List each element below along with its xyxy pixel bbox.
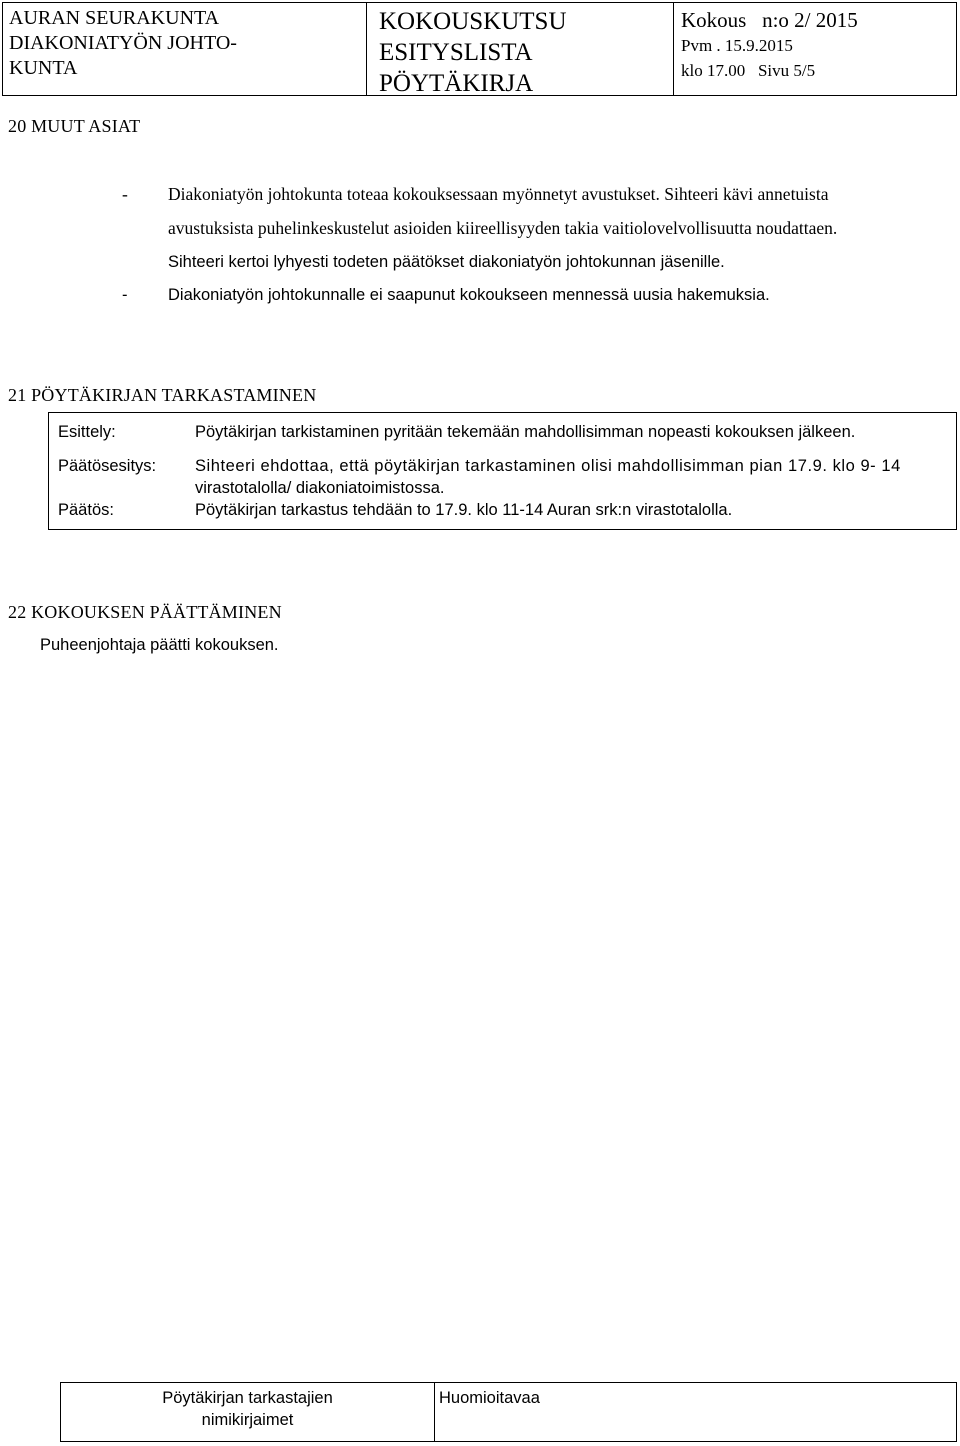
document-header — [2, 2, 957, 96]
decision-table — [48, 412, 957, 530]
document-type-cell — [367, 3, 674, 95]
section-20-bullet-2: Diakoniatyön johtokunnalle ei saapunut kokoukseen mennessä uusia hakemuksia. — [168, 286, 770, 304]
row-value-paatosesitys-line-2: virastotalolla/ diakoniatoimistossa. — [195, 479, 445, 497]
meeting-info-cell — [674, 3, 956, 95]
meeting-number: Kokous n:o 2/ 2015 — [681, 8, 858, 32]
signature-footer — [60, 1382, 957, 1442]
organization-line-3: KUNTA — [9, 57, 78, 79]
bullet-dash-1: - — [122, 184, 128, 204]
document-type-kokouskutsu: KOKOUSKUTSU — [379, 8, 567, 35]
footer-initials-line-1: Pöytäkirjan tarkastajien — [162, 1389, 333, 1407]
footer-notes-label: Huomioitavaa — [439, 1389, 540, 1407]
meeting-date: Pvm . 15.9.2015 — [681, 36, 793, 55]
section-20-paragraph-line-2: avustuksista puhelinkeskustelut asioiden kiireellisyyden takia vaitiolovelvollisuutta noudattaen. — [168, 218, 838, 238]
footer-initials-cell — [61, 1383, 435, 1441]
row-label-esittely: Esittely: — [58, 423, 116, 441]
document-type-esityslista: ESITYSLISTA — [379, 39, 533, 66]
row-value-paatosesitys: Sihteeri ehdottaa, että pöytäkirjan tarkastaminen olisi mahdollisimman pian 17.9. klo 9- 14 — [195, 457, 901, 475]
section-22-text: Puheenjohtaja päätti kokouksen. — [40, 636, 279, 654]
organization-line-1: AURAN SEURAKUNTA — [9, 7, 220, 29]
row-value-paatos: Pöytäkirjan tarkastus tehdään to 17.9. klo 11-14 Auran srk:n virastotalolla. — [195, 501, 733, 519]
section-21-title: 21 PÖYTÄKIRJAN TARKASTAMINEN — [8, 385, 317, 405]
section-20-paragraph-line-3: Sihteeri kertoi lyhyesti todeten päätökset diakoniatyön johtokunnan jäsenille. — [168, 253, 725, 271]
meeting-time-page: klo 17.00 Sivu 5/5 — [681, 61, 816, 80]
section-22-title: 22 KOKOUKSEN PÄÄTTÄMINEN — [8, 602, 282, 622]
organization-cell — [3, 3, 367, 95]
section-20-title: 20 MUUT ASIAT — [8, 116, 141, 136]
footer-initials-line-2: nimikirjaimet — [201, 1411, 294, 1429]
row-label-paatos: Päätös: — [58, 501, 114, 519]
row-label-paatosesitys: Päätösesitys: — [58, 457, 157, 475]
footer-notes-cell — [435, 1383, 958, 1441]
document-type-poytakirja: PÖYTÄKIRJA — [379, 70, 534, 97]
section-20-paragraph-line-1: Diakoniatyön johtokunta toteaa kokouksessaan myönnetyt avustukset. Sihteeri kävi annetuista — [168, 184, 829, 204]
bullet-dash-2: - — [122, 286, 128, 304]
organization-line-2: DIAKONIATYÖN JOHTO- — [9, 32, 237, 54]
row-value-esittely: Pöytäkirjan tarkistaminen pyritään tekemään mahdollisimman nopeasti kokouksen jälkeen. — [195, 423, 856, 441]
